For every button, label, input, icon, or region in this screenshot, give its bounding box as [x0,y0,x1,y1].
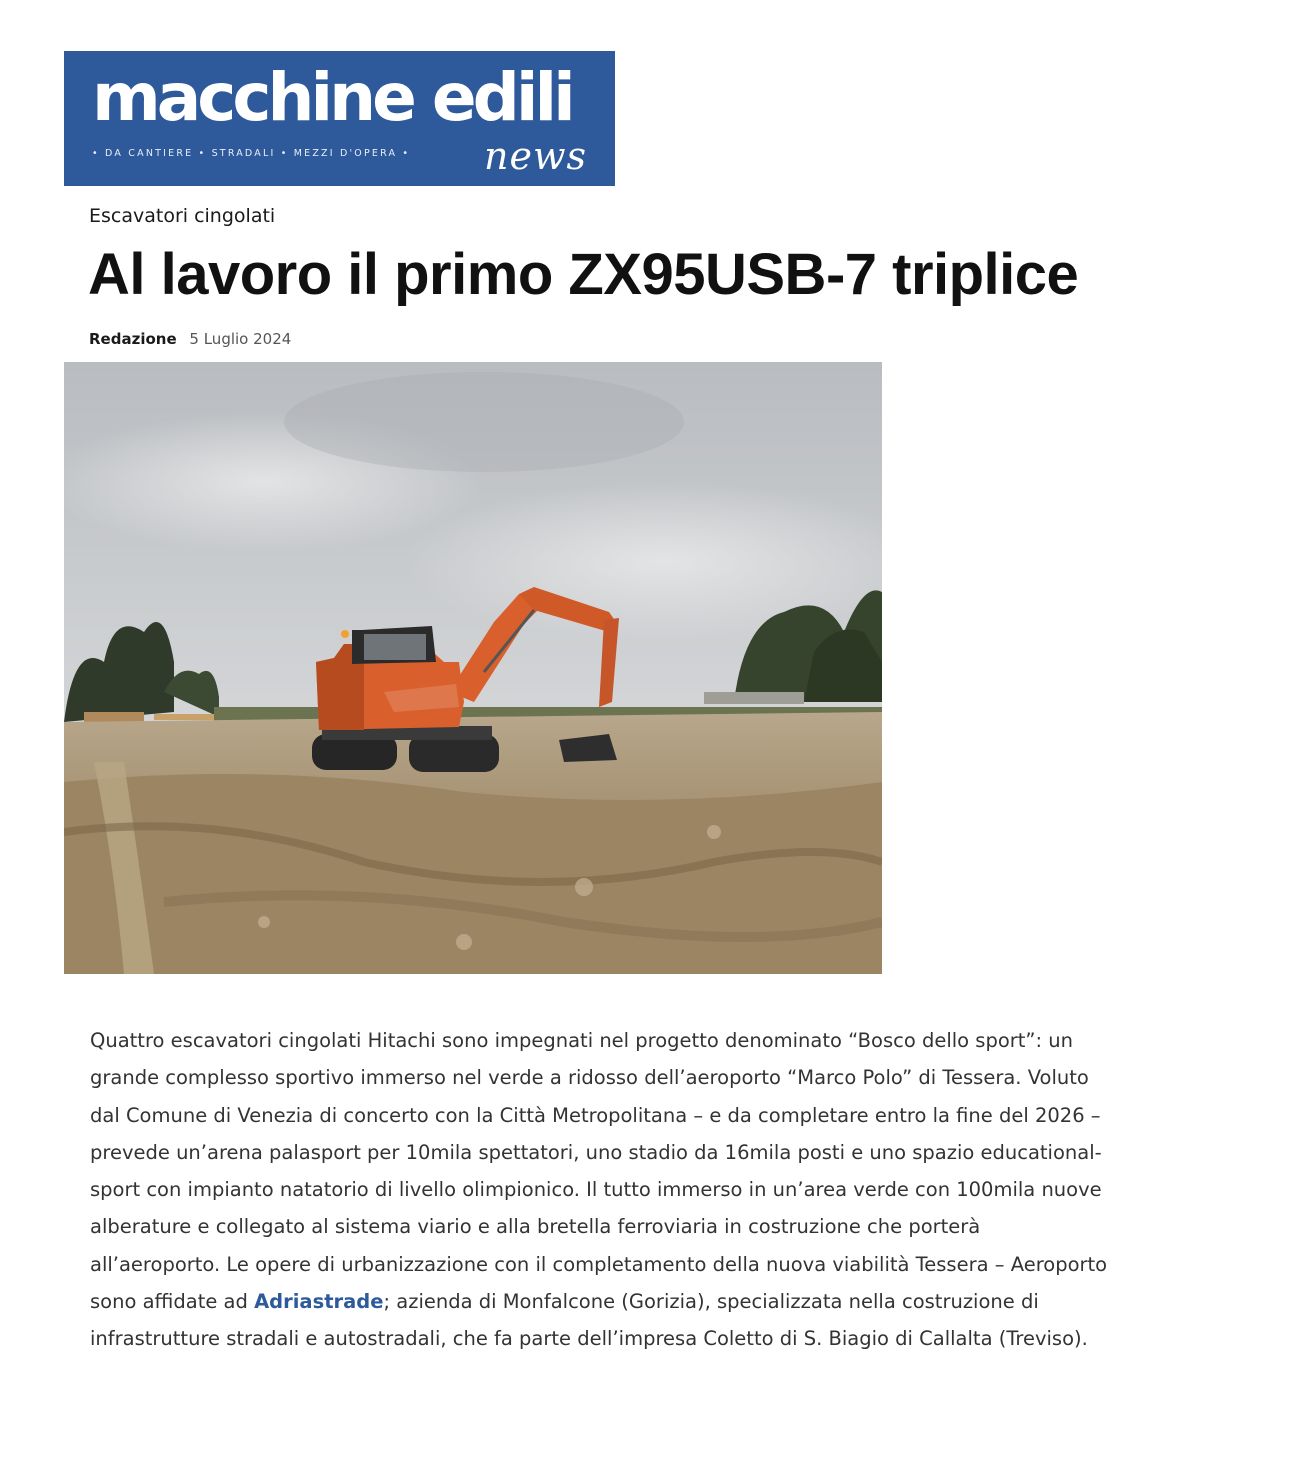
article-title: Al lavoro il primo ZX95USB-7 triplice [88,242,1079,307]
logo-news: news [484,134,587,178]
site-logo[interactable] [64,51,615,186]
publish-date: 5 Luglio 2024 [189,330,292,348]
article-hero-image [64,362,882,974]
article-byline [89,330,291,348]
article-body-end: ; azienda di Monfalcone (Gorizia), specializzata nella costruzione di infrastrutture stradali e autostradali, che fa parte dell’impresa Coletto di S. Biagio di Callalta (Treviso). [90,1290,1088,1351]
article-category-link[interactable]: Escavatori cingolati [89,205,276,227]
logo-wordmark: macchine edili [92,59,572,136]
adriastrade-link[interactable]: Adriastrade [254,1290,384,1314]
article-body [90,1022,1110,1358]
article-body-start: Quattro escavatori cingolati Hitachi sono impegnati nel progetto denominato “Bosco dello sport”: un grande complesso sportivo immerso nel verde a ridosso dell’aeroporto “Marco Polo” di Tessera. Voluto dal Comune di Venezia di concerto con la Città Metropolitana – e da completare entro la fine del 2026 – prevede un’arena palasport per 10mila spettatori, uno stadio da 16mila posti e uno spazio educational-sport con impianto natatorio di livello olimpionico. Il tutto immerso in un’area verde con 100mila nuove alberature e collegato al sistema viario e alla bretella ferroviaria in costruzione che porterà all’aeroporto. Le opere di urbanizzazione con il completamento della nuova viabilità Tessera – Aeroporto sono affidate ad [90,1029,1108,1314]
author-link[interactable]: Redazione [89,330,177,348]
logo-tagline: • DA CANTIERE • STRADALI • MEZZI D'OPERA • [92,148,411,159]
excavator-photo-icon [64,362,882,974]
